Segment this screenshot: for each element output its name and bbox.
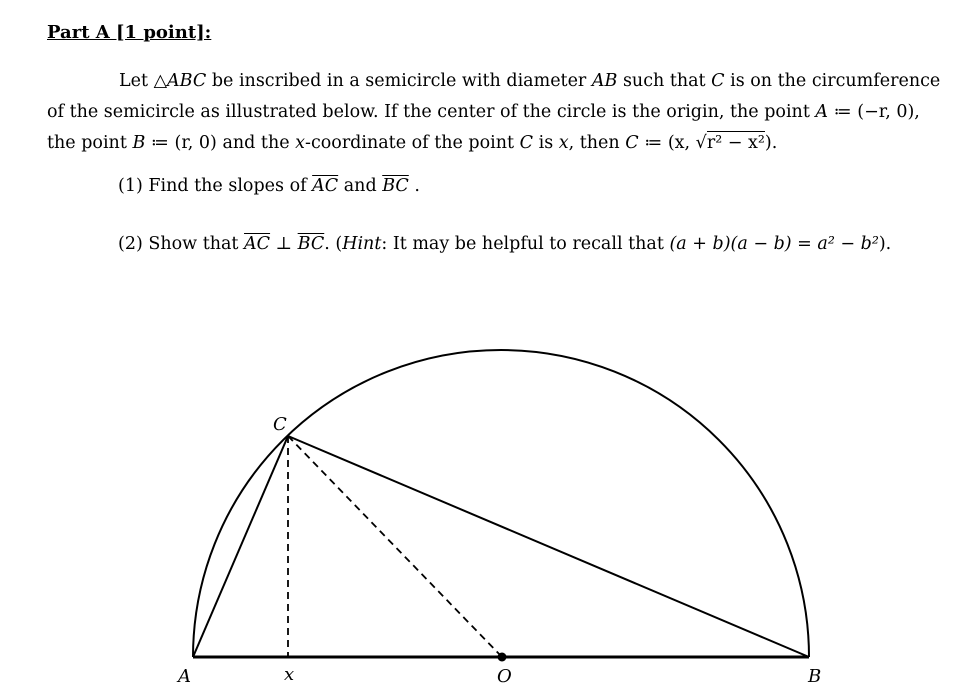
- label-b: B: [808, 666, 822, 687]
- c-coordinate: (x, √r² − x²).: [667, 133, 778, 153]
- identity-formula: (a + b)(a − b) = a² − b²: [669, 234, 879, 254]
- center-point: [498, 653, 507, 662]
- segment-bc: [288, 436, 809, 657]
- statement-line-2: of the semicircle as illustrated below. If the center of the circle is the origin, the point A ≔ (−r, 0),: [47, 102, 920, 122]
- statement-line-1: Let △ABC be inscribed in a semicircle with diameter AB such that C is on the circumference: [119, 71, 941, 91]
- statement-line-3: the point B ≔ (r, 0) and the x-coordinate of the point C is x, then C ≔ (x, √r² − x²).: [47, 133, 778, 153]
- question-2: (2) Show that $\overline{AC}$ ⊥ $\overline{BC}$. (Hint: It may be helpful to recall that (a + b)(a − b) = a² − b²).: [118, 234, 892, 254]
- question-1: (1) Find the slopes of $\overline{AC}$ and $\overline{BC}$ .: [118, 176, 420, 196]
- perpendicular-icon: ⊥: [270, 234, 298, 254]
- triangle-icon: △: [153, 71, 168, 91]
- semicircle-arc: [193, 350, 809, 657]
- segment-ac: [193, 436, 288, 657]
- label-x: x: [284, 664, 295, 685]
- label-a: A: [178, 666, 191, 687]
- part-a-heading: Part A [1 point]:: [47, 22, 212, 43]
- label-c: C: [273, 414, 287, 435]
- dashed-radius-co: [288, 436, 502, 657]
- label-o: O: [497, 666, 512, 687]
